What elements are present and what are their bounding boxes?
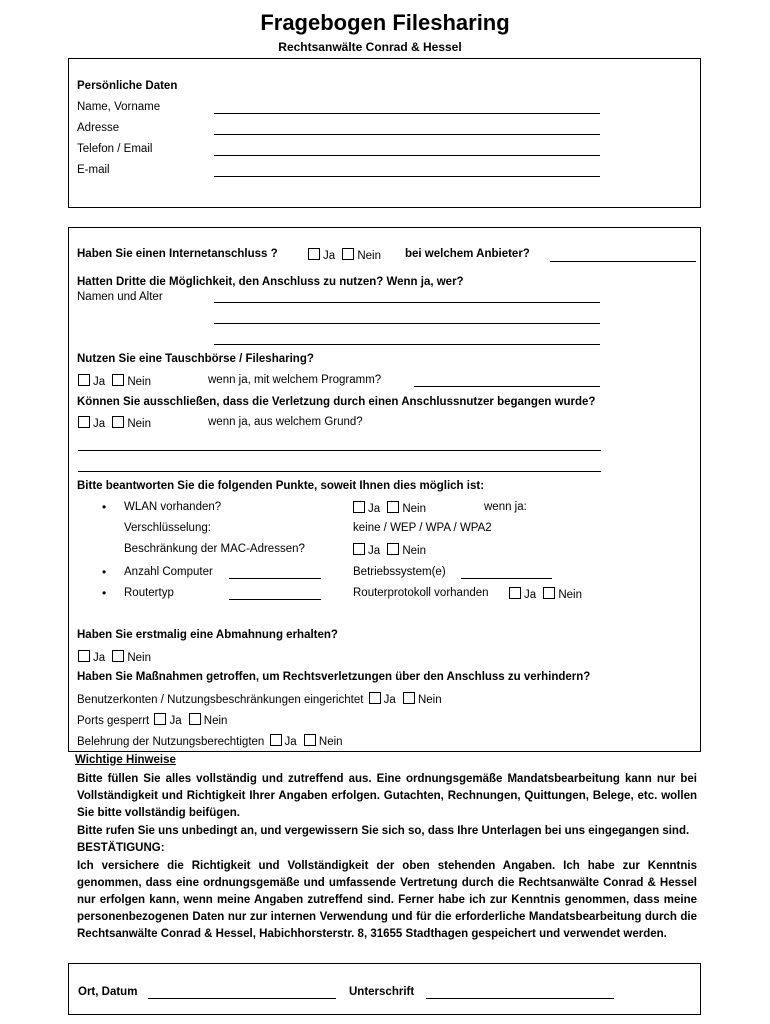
q-measures: Haben Sie Maßnahmen getroffen, um Rechtsverletzungen über den Anschluss zu verhindern? <box>77 671 591 683</box>
label-nein: Nein <box>402 545 427 557</box>
confirm-paragraph: Ich versichere die Richtigkeit und Vollständigkeit der oben stehenden Angaben. Ich habe zur Kenntnis genommen, dass eine ordnungsgemäße und umfassende Vertretung durch die Rechtsanwälte Conrad & Hessel nur erfolgen kann, wenn meine Angaben zutreffend sind. Ferner habe ich zur Kenntnis genommen, dass meine personenbezogenen Daten nur zur internen Verwendung und für die erforderliche Mandatsbearbeitung durch die Rechtsanwälte Conrad & Hessel, Habichhorsterstr. 8, 31655 Stadthagen gespeichert und verwendet werden. <box>77 860 697 940</box>
checkbox-accounts-nein[interactable] <box>403 692 415 704</box>
q-warning: Haben Sie erstmalig eine Abmahnung erhalten? <box>77 629 338 641</box>
names-line-1[interactable] <box>214 302 600 303</box>
checkbox-filesharing-ja[interactable] <box>78 374 90 386</box>
bullet-icon: • <box>102 565 107 579</box>
signature-line[interactable] <box>426 998 614 999</box>
field-label-email: E-mail <box>77 164 110 176</box>
wlan-wennja: wenn ja: <box>484 501 527 513</box>
computers-line[interactable] <box>229 578 321 579</box>
place-date-line[interactable] <box>148 998 336 999</box>
instruction-label: Belehrung der Nutzungsberechtigten <box>77 736 265 748</box>
label-nein: Nein <box>127 376 152 388</box>
page-title: Fragebogen Filesharing <box>260 10 510 35</box>
checkbox-routerlog-nein[interactable] <box>543 587 555 599</box>
label-ja: Ja <box>284 736 297 748</box>
field-label-name: Name, Vorname <box>77 101 161 113</box>
label-ja: Ja <box>93 652 106 664</box>
names-line-3[interactable] <box>214 344 600 345</box>
names-label: Namen und Alter <box>77 291 163 303</box>
ports-label: Ports gesperrt <box>77 715 150 727</box>
routerlog-label: Routerprotokoll vorhanden <box>353 587 489 599</box>
bullet-icon: • <box>102 500 107 514</box>
router-label: Routertyp <box>124 587 174 599</box>
q-internet-options <box>308 248 381 262</box>
accounts-row <box>77 692 442 706</box>
q-points: Bitte beantworten Sie die folgenden Punkte, soweit Ihnen dies möglich ist: <box>77 480 485 492</box>
checkbox-exclude-ja[interactable] <box>78 416 90 428</box>
label-ja: Ja <box>383 694 396 706</box>
label-nein: Nein <box>417 694 442 706</box>
reason-label: wenn ja, aus welchem Grund? <box>208 416 363 428</box>
mac-options <box>353 543 426 557</box>
instruction-row <box>77 734 343 748</box>
label-nein: Nein <box>558 589 583 601</box>
checkbox-ports-nein[interactable] <box>189 713 201 725</box>
checkbox-mac-ja[interactable] <box>353 543 365 555</box>
bullet-icon: • <box>102 586 107 600</box>
label-ja: Ja <box>368 503 381 515</box>
checkbox-ports-ja[interactable] <box>154 713 166 725</box>
q-filesharing-options <box>78 374 151 388</box>
router-line[interactable] <box>229 599 321 600</box>
checkbox-warning-nein[interactable] <box>112 650 124 662</box>
checkbox-routerlog-ja[interactable] <box>509 587 521 599</box>
q-warning-options <box>78 650 151 664</box>
program-line[interactable] <box>414 386 600 387</box>
q-exclude-options <box>78 416 151 430</box>
checkbox-wlan-ja[interactable] <box>353 501 365 513</box>
os-line[interactable] <box>461 578 552 579</box>
field-label-address: Adresse <box>77 122 120 134</box>
reason-line-1[interactable] <box>78 450 601 451</box>
confirm-heading: BESTÄTIGUNG: <box>77 842 165 854</box>
label-ja: Ja <box>323 250 336 262</box>
program-label: wenn ja, mit welchem Programm? <box>208 374 382 386</box>
provider-line[interactable] <box>550 261 696 262</box>
label-nein: Nein <box>127 652 152 664</box>
accounts-label: Benutzerkonten / Nutzungsbeschränkungen eingerichtet <box>77 694 364 706</box>
notes-paragraph-1: Bitte füllen Sie alles vollständig und zutreffend aus. Eine ordnungsgemäße Mandatsbearbeitung kann nur bei Vollständigkeit und Richtigkeit Ihrer Angaben erfolgen. Gutachten, Rechnungen, Quittungen, Belege, etc. wollen Sie bitte vollständig beifügen. <box>77 773 697 819</box>
mac-label: Beschränkung der MAC-Adressen? <box>124 543 305 555</box>
q-internet: Haben Sie einen Internetanschluss ? <box>77 248 278 260</box>
wlan-label: WLAN vorhanden? <box>124 501 222 513</box>
label-ja: Ja <box>93 376 106 388</box>
checkbox-accounts-ja[interactable] <box>369 692 381 704</box>
field-line-email[interactable] <box>214 176 600 177</box>
label-nein: Nein <box>402 503 427 515</box>
encryption-options: keine / WEP / WPA / WPA2 <box>353 522 492 534</box>
signature-label: Unterschrift <box>349 986 415 998</box>
notes-heading: Wichtige Hinweise <box>75 754 176 766</box>
computers-label: Anzahl Computer <box>124 566 213 578</box>
checkbox-internet-ja[interactable] <box>308 248 320 260</box>
checkbox-wlan-nein[interactable] <box>387 501 399 513</box>
checkbox-warning-ja[interactable] <box>78 650 90 662</box>
q-filesharing: Nutzen Sie eine Tauschbörse / Filesharing? <box>77 353 314 365</box>
checkbox-exclude-nein[interactable] <box>112 416 124 428</box>
field-line-name[interactable] <box>214 113 600 114</box>
label-nein: Nein <box>127 418 152 430</box>
q-provider: bei welchem Anbieter? <box>405 248 530 260</box>
page-subtitle: Rechtsanwälte Conrad & Hessel <box>278 40 462 54</box>
checkbox-instruction-ja[interactable] <box>270 734 282 746</box>
checkbox-mac-nein[interactable] <box>387 543 399 555</box>
wlan-options <box>353 501 426 515</box>
field-line-phone[interactable] <box>214 155 600 156</box>
checkbox-filesharing-nein[interactable] <box>112 374 124 386</box>
routerlog-options <box>509 587 582 601</box>
notes-paragraph-2: Bitte rufen Sie uns unbedingt an, und vergewissern Sie sich so, dass Ihre Unterlagen bei uns eingegangen sind. <box>77 825 690 837</box>
reason-line-2[interactable] <box>78 471 601 472</box>
label-nein: Nein <box>318 736 343 748</box>
field-label-phone: Telefon / Email <box>77 143 153 155</box>
checkbox-instruction-nein[interactable] <box>304 734 316 746</box>
ports-row <box>77 713 227 727</box>
label-ja: Ja <box>524 589 537 601</box>
q-exclude: Können Sie ausschließen, dass die Verletzung durch einen Anschlussnutzer begangen wurde? <box>77 396 596 408</box>
place-date-label: Ort, Datum <box>78 986 138 998</box>
label-nein: Nein <box>357 250 382 262</box>
field-line-address[interactable] <box>214 134 600 135</box>
label-nein: Nein <box>203 715 228 727</box>
encryption-label: Verschlüsselung: <box>124 522 211 534</box>
q-third-parties: Hatten Dritte die Möglichkeit, den Anschluss zu nutzen? Wenn ja, wer? <box>77 276 464 288</box>
label-ja: Ja <box>93 418 106 430</box>
personal-heading: Persönliche Daten <box>77 80 178 92</box>
names-line-2[interactable] <box>214 323 600 324</box>
label-ja: Ja <box>368 545 381 557</box>
os-label: Betriebssystem(e) <box>353 566 446 578</box>
label-ja: Ja <box>169 715 182 727</box>
checkbox-internet-nein[interactable] <box>342 248 354 260</box>
